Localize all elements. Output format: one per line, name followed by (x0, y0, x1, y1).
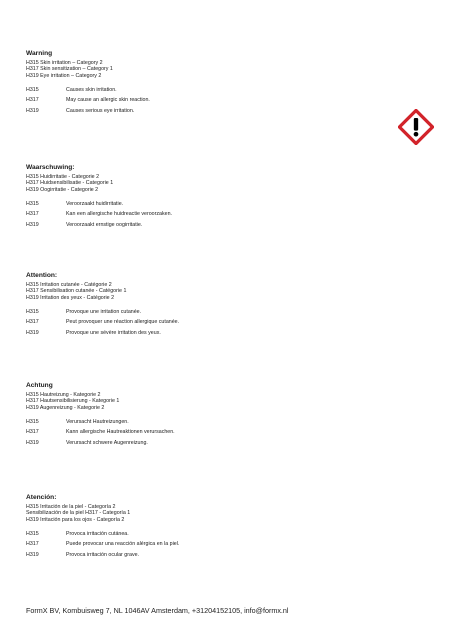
hazard-row (26, 211, 386, 222)
hazard-text: Kann allergische Hautreaktionen verursachen. (66, 429, 175, 436)
hazard-row (26, 87, 386, 98)
hazard-row (26, 440, 386, 451)
hazard-code: H315 (26, 200, 39, 207)
classification-line: H319 Irritation des yeux - Catégorie 2 (26, 294, 115, 301)
classification-line: Sensibilización de la piel H317 - Categoría 1 (26, 510, 131, 517)
company-footer: FormX BV, Kombuisweg 7, NL 1046AV Amsterdam, +31204152105, info@formx.nl (26, 606, 289, 615)
hazard-text: Causes skin irritation. (66, 86, 117, 93)
hazard-statements (26, 419, 386, 451)
hazard-text: Peut provoquer une réaction allergique cutanée. (66, 319, 180, 326)
hazard-text: Provoca irritación ocular grave. (66, 551, 140, 558)
hazard-text: Kan een allergische huidreactie veroorzaken. (66, 211, 173, 218)
section-french (26, 272, 386, 340)
hazard-row (26, 108, 386, 119)
ghs07-exclamation-mark-icon (398, 109, 434, 145)
hazard-statements (26, 87, 386, 119)
hazard-row (26, 541, 386, 552)
classification-line: H315 Huidirritatie - Categorie 2 (26, 174, 100, 180)
hazard-statements (26, 531, 386, 563)
hazard-row (26, 201, 386, 212)
hazard-text: May cause an allergic skin reaction. (66, 97, 150, 104)
section-heading: Attention: (26, 272, 58, 279)
hazard-text: Veroorzaakt huidirritatie. (66, 200, 124, 207)
hazard-code: H319 (26, 551, 39, 558)
section-heading: Atención: (26, 494, 57, 501)
hazard-row (26, 319, 386, 330)
hazard-row (26, 552, 386, 563)
hazard-code: H317 (26, 319, 39, 326)
exclamation-bar (414, 118, 418, 131)
hazard-text: Verursacht Hautreizungen. (66, 418, 129, 425)
hazard-text: Veroorzaakt ernstige oogirritatie. (66, 221, 143, 228)
classification-line: H317 Skin sensitization – Category 1 (26, 66, 113, 73)
section-heading: Achtung (26, 382, 53, 389)
hazard-row (26, 309, 386, 320)
hazard-code: H317 (26, 429, 39, 436)
exclamation-dot (414, 132, 419, 137)
hazard-code: H315 (26, 86, 39, 93)
classification-line: H319 Oogirritatie - Categorie 2 (26, 186, 99, 193)
hazard-code: H319 (26, 221, 39, 228)
hazard-code: H315 (26, 308, 39, 315)
classification-line: H319 Irritación para los ojos - Categoría 2 (26, 516, 125, 523)
classification-line: H317 Hautsensibilisierung - Kategorie 1 (26, 398, 120, 405)
hazard-code: H317 (26, 211, 39, 218)
hazard-row (26, 97, 386, 108)
hazard-code: H317 (26, 541, 39, 548)
hazard-statements (26, 309, 386, 341)
classification-line: H315 Hautreizung - Kategorie 2 (26, 392, 101, 398)
hazard-row (26, 419, 386, 430)
hazard-code: H319 (26, 439, 39, 446)
hazard-code: H317 (26, 97, 39, 104)
classification-line: H319 Augenreizung - Kategorie 2 (26, 404, 105, 411)
section-heading: Warning (26, 50, 53, 57)
section-spanish (26, 494, 386, 562)
hazard-text: Puede provocar una reacción alérgica en la piel. (66, 541, 180, 548)
hazard-code: H315 (26, 530, 39, 537)
hazard-row (26, 222, 386, 233)
section-dutch (26, 164, 386, 232)
classification-line: H315 Irritación de la piel - Categoría 2 (26, 504, 116, 510)
hazard-text: Provoque une sévère irritation des yeux. (66, 329, 161, 336)
classification-line: H315 Irritation cutanée - Catégorie 2 (26, 282, 112, 288)
hazard-code: H315 (26, 418, 39, 425)
hazard-text: Verursacht schwere Augenreizung. (66, 439, 148, 446)
hazard-text: Causes serious eye irritation. (66, 107, 135, 114)
section-german (26, 382, 386, 450)
hazard-statements (26, 201, 386, 233)
hazard-row (26, 531, 386, 542)
classification-line: H319 Eye irritation – Category 2 (26, 72, 102, 79)
hazard-text: Provoque une irritation cutanée. (66, 308, 142, 315)
section-english (26, 50, 386, 118)
classification-line: H315 Skin irritation – Category 2 (26, 60, 103, 66)
classification-line: H317 Huidsensibilisatie - Categorie 1 (26, 180, 114, 187)
hazard-code: H319 (26, 107, 39, 114)
hazard-code: H319 (26, 329, 39, 336)
classification-line: H317 Sensibilisation cutanée - Catégorie 1 (26, 288, 127, 295)
hazard-text: Provoca irritación cutánea. (66, 530, 129, 537)
section-heading: Waarschuwing: (26, 164, 75, 171)
hazard-row (26, 330, 386, 341)
hazard-row (26, 429, 386, 440)
